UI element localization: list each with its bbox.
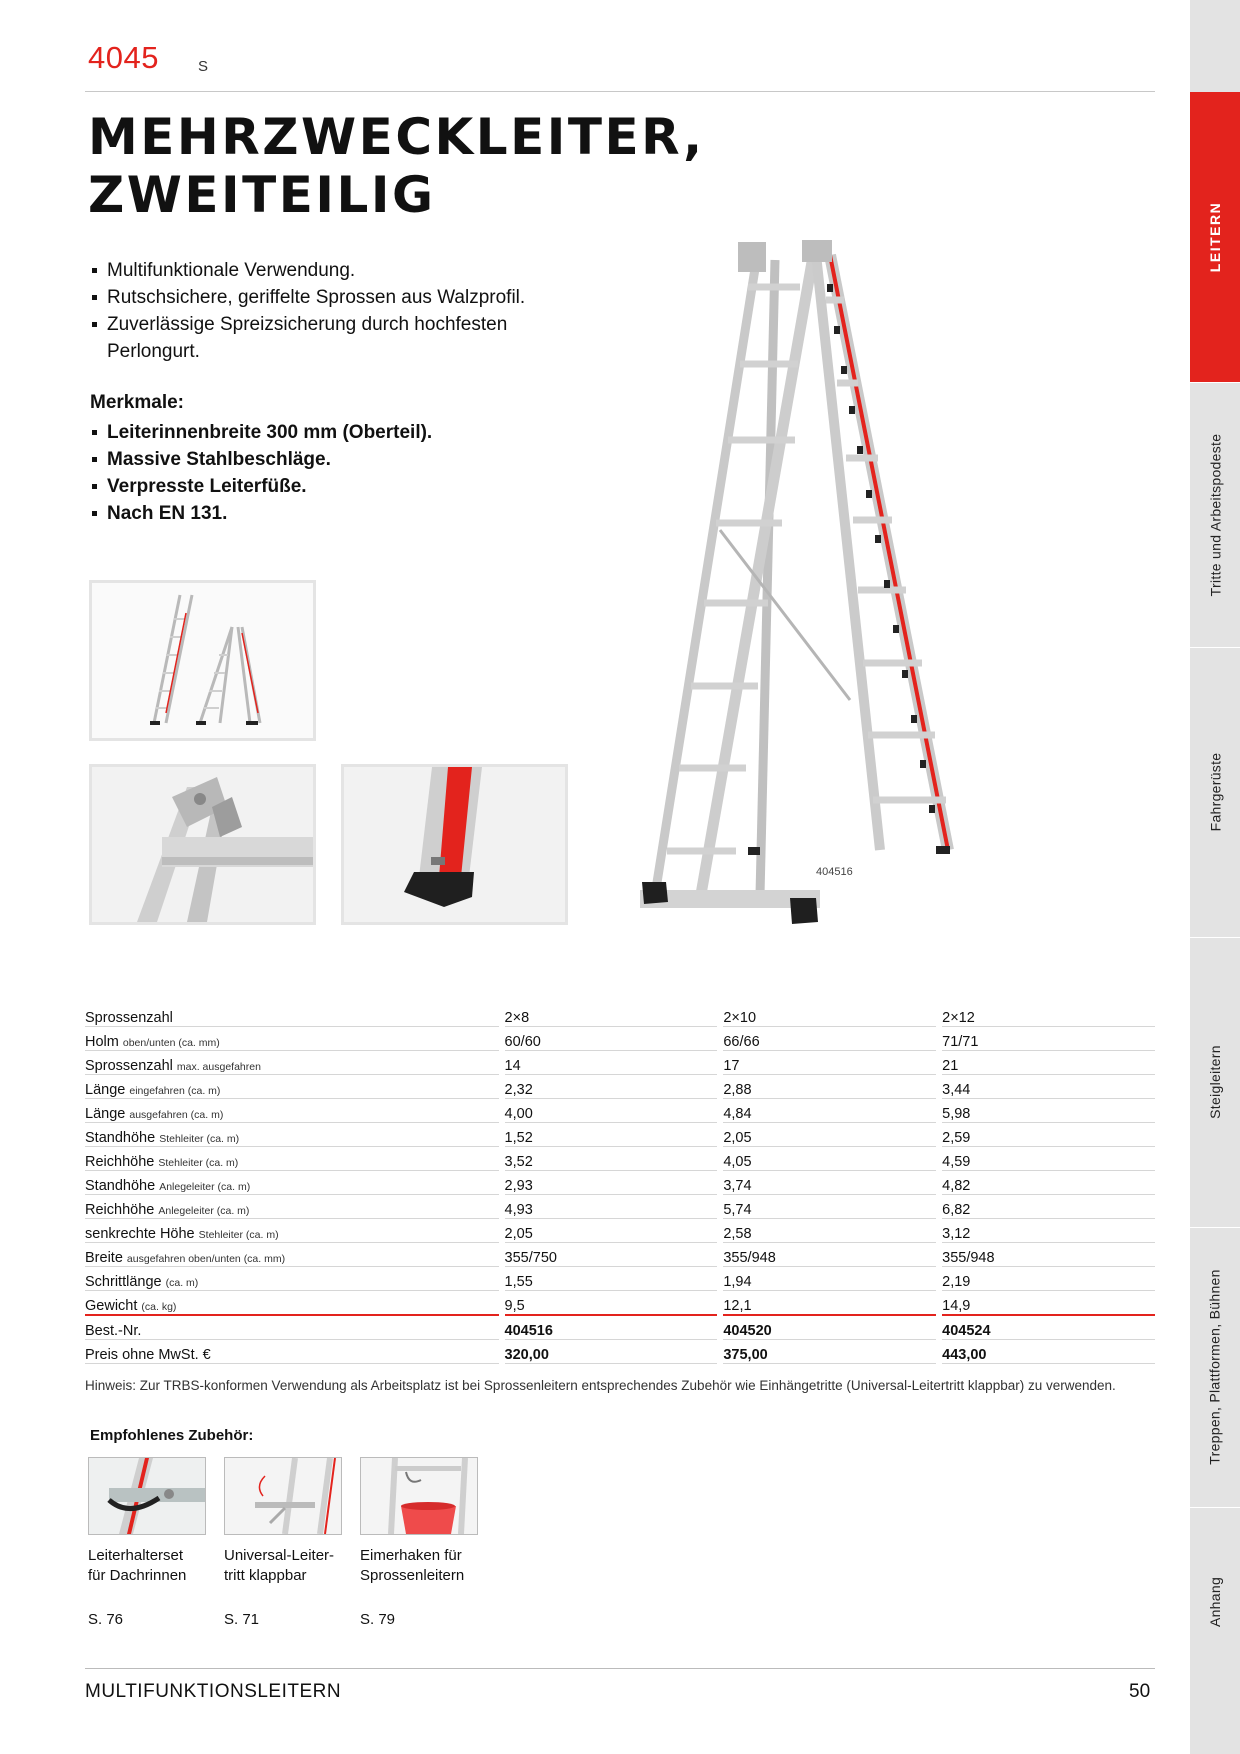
table-cell: 375,00 xyxy=(723,1340,936,1364)
table-row xyxy=(85,1171,1155,1195)
table-cell: 21 xyxy=(942,1051,1155,1075)
table-cell: 443,00 xyxy=(942,1340,1155,1364)
row-label: Standhöhe Stehleiter (ca. m) xyxy=(85,1123,499,1147)
table-cell: 4,93 xyxy=(505,1195,718,1219)
sidebar-item-steigleitern[interactable] xyxy=(1190,937,1240,1227)
sidebar-item-tritte[interactable] xyxy=(1190,382,1240,647)
row-label: Preis ohne MwSt. € xyxy=(85,1340,499,1364)
table-cell: 320,00 xyxy=(505,1340,718,1364)
order-number-row xyxy=(85,1315,1155,1340)
table-cell: 2,58 xyxy=(723,1219,936,1243)
table-cell: 355/948 xyxy=(942,1243,1155,1267)
table-cell: 2,88 xyxy=(723,1075,936,1099)
product-code: 4045 xyxy=(88,40,159,75)
list-item: Nach EN 131. xyxy=(90,500,610,527)
table-row xyxy=(85,1243,1155,1267)
accessory-image-bucket-hook[interactable] xyxy=(360,1457,478,1535)
sidebar-item-fahrgerueste[interactable] xyxy=(1190,647,1240,937)
spec-table xyxy=(85,1003,1155,1364)
table-cell: 12,1 xyxy=(723,1291,936,1316)
table-cell: 2,93 xyxy=(505,1171,718,1195)
table-cell: 2,05 xyxy=(505,1219,718,1243)
image-caption: 404516 xyxy=(816,866,853,878)
page-number: 50 xyxy=(1129,1681,1151,1702)
sidebar-item-label: Tritte und Arbeitspodeste xyxy=(1207,433,1224,596)
table-cell: 3,74 xyxy=(723,1171,936,1195)
sidebar-item-anhang[interactable] xyxy=(1190,1507,1240,1697)
row-label: Länge eingefahren (ca. m) xyxy=(85,1075,499,1099)
table-cell: 60/60 xyxy=(505,1027,718,1051)
footer-divider xyxy=(85,1668,1155,1669)
row-label: Holm oben/unten (ca. mm) xyxy=(85,1027,499,1051)
footer-title: MULTIFUNKTIONSLEITERN xyxy=(85,1681,342,1702)
thumbnail-hinge-detail xyxy=(89,764,316,925)
accessory-name: Universal-Leiter- tritt klappbar xyxy=(224,1547,335,1584)
table-cell: 355/750 xyxy=(505,1243,718,1267)
features-list xyxy=(90,419,610,527)
table-cell: 6,82 xyxy=(942,1195,1155,1219)
features-heading: Merkmale: xyxy=(90,392,184,413)
main-ladder-image xyxy=(630,230,1070,930)
accessory-name: Leiterhalterset für Dachrinnen xyxy=(88,1547,187,1584)
table-cell: 66/66 xyxy=(723,1027,936,1051)
table-cell: 5,74 xyxy=(723,1195,936,1219)
table-header-cell: 2×8 xyxy=(505,1003,718,1027)
table-cell: 4,84 xyxy=(723,1099,936,1123)
table-row xyxy=(85,1027,1155,1051)
table-cell: 3,12 xyxy=(942,1219,1155,1243)
table-cell: 2,19 xyxy=(942,1267,1155,1291)
table-header-cell: 2×12 xyxy=(942,1003,1155,1027)
list-item: Zuverlässige Spreizsicherung durch hochfesten Perlongurt. xyxy=(90,311,577,365)
list-item: Leiterinnenbreite 300 mm (Oberteil). xyxy=(90,419,610,446)
accessory-page-link[interactable]: S. 76 xyxy=(88,1611,124,1628)
list-item: Rutschsichere, geriffelte Sprossen aus Walzprofil. xyxy=(90,284,610,311)
table-cell: 14,9 xyxy=(942,1291,1155,1316)
table-row xyxy=(85,1051,1155,1075)
sidebar-item-label: Anhang xyxy=(1207,1576,1224,1628)
table-cell: 9,5 xyxy=(505,1291,718,1316)
table-row xyxy=(85,1291,1155,1316)
title-line-2: ZWEITEILIG xyxy=(88,166,436,224)
table-row xyxy=(85,1147,1155,1171)
accessories-heading: Empfohlenes Zubehör: xyxy=(90,1427,254,1444)
table-header-row xyxy=(85,1003,1155,1027)
row-label: Schrittlänge (ca. m) xyxy=(85,1267,499,1291)
table-row xyxy=(85,1075,1155,1099)
title-line-1: MEHRZWECKLEITER, xyxy=(88,108,705,166)
table-cell: 404524 xyxy=(942,1315,1155,1340)
accessory-image-step[interactable] xyxy=(224,1457,342,1535)
list-item: Verpresste Leiterfüße. xyxy=(90,473,610,500)
accessory-page-link[interactable]: S. 79 xyxy=(360,1611,396,1628)
table-cell: 404520 xyxy=(723,1315,936,1340)
accessory-image-gutter-holder[interactable] xyxy=(88,1457,206,1535)
table-cell: 3,44 xyxy=(942,1075,1155,1099)
sidebar-item-label: Treppen, Plattformen, Bühnen xyxy=(1207,1269,1224,1465)
table-cell: 2,59 xyxy=(942,1123,1155,1147)
row-label: Reichhöhe Stehleiter (ca. m) xyxy=(85,1147,499,1171)
table-cell: 4,82 xyxy=(942,1171,1155,1195)
row-label: Best.-Nr. xyxy=(85,1315,499,1340)
row-label: Reichhöhe Anlegeleiter (ca. m) xyxy=(85,1195,499,1219)
table-row xyxy=(85,1099,1155,1123)
table-cell: 1,52 xyxy=(505,1123,718,1147)
list-item: Multifunktionale Verwendung. xyxy=(90,257,610,284)
table-cell: 71/71 xyxy=(942,1027,1155,1051)
row-label: Sprossenzahl max. ausgefahren xyxy=(85,1051,499,1075)
table-cell: 17 xyxy=(723,1051,936,1075)
list-item: Massive Stahlbeschläge. xyxy=(90,446,610,473)
header-divider xyxy=(85,91,1155,92)
product-variant: S xyxy=(198,58,209,75)
table-cell: 355/948 xyxy=(723,1243,936,1267)
page-title xyxy=(88,108,705,224)
table-cell: 5,98 xyxy=(942,1099,1155,1123)
sidebar-item-treppen[interactable] xyxy=(1190,1227,1240,1507)
row-label: Gewicht (ca. kg) xyxy=(85,1291,499,1316)
thumbnail-foot-detail xyxy=(341,764,568,925)
table-header-cell: 2×10 xyxy=(723,1003,936,1027)
table-row xyxy=(85,1195,1155,1219)
table-cell: 1,55 xyxy=(505,1267,718,1291)
table-cell: 4,59 xyxy=(942,1147,1155,1171)
table-row xyxy=(85,1267,1155,1291)
table-header-label: Sprossenzahl xyxy=(85,1003,499,1027)
table-cell: 404516 xyxy=(505,1315,718,1340)
sidebar-item-label: Fahrgerüste xyxy=(1207,752,1224,832)
row-label: senkrechte Höhe Stehleiter (ca. m) xyxy=(85,1219,499,1243)
price-row xyxy=(85,1340,1155,1364)
sidebar-item-leitern[interactable] xyxy=(1190,92,1240,382)
sidebar-item-label: Steigleitern xyxy=(1207,1045,1223,1119)
row-label: Standhöhe Anlegeleiter (ca. m) xyxy=(85,1171,499,1195)
accessory-page-link[interactable]: S. 71 xyxy=(224,1611,260,1628)
row-label: Breite ausgefahren oben/unten (ca. mm) xyxy=(85,1243,499,1267)
table-row xyxy=(85,1219,1155,1243)
description-list xyxy=(90,257,610,365)
table-cell: 4,00 xyxy=(505,1099,718,1123)
table-cell: 2,32 xyxy=(505,1075,718,1099)
table-cell: 14 xyxy=(505,1051,718,1075)
thumbnail-ladder-variants xyxy=(89,580,316,741)
table-cell: 1,94 xyxy=(723,1267,936,1291)
table-row xyxy=(85,1123,1155,1147)
sidebar-item-label: LEITERN xyxy=(1207,201,1224,273)
hint-text: Hinweis: Zur TRBS-konformen Verwendung als Arbeitsplatz ist bei Sprossenleitern entsprechendes Zubehör wie Einhängetritte (Universal-Leitertritt klappbar) zu verwenden. xyxy=(85,1378,1116,1393)
table-cell: 2,05 xyxy=(723,1123,936,1147)
accessory-name: Eimerhaken für Sprossenleitern xyxy=(360,1547,465,1584)
table-cell: 3,52 xyxy=(505,1147,718,1171)
row-label: Länge ausgefahren (ca. m) xyxy=(85,1099,499,1123)
table-cell: 4,05 xyxy=(723,1147,936,1171)
